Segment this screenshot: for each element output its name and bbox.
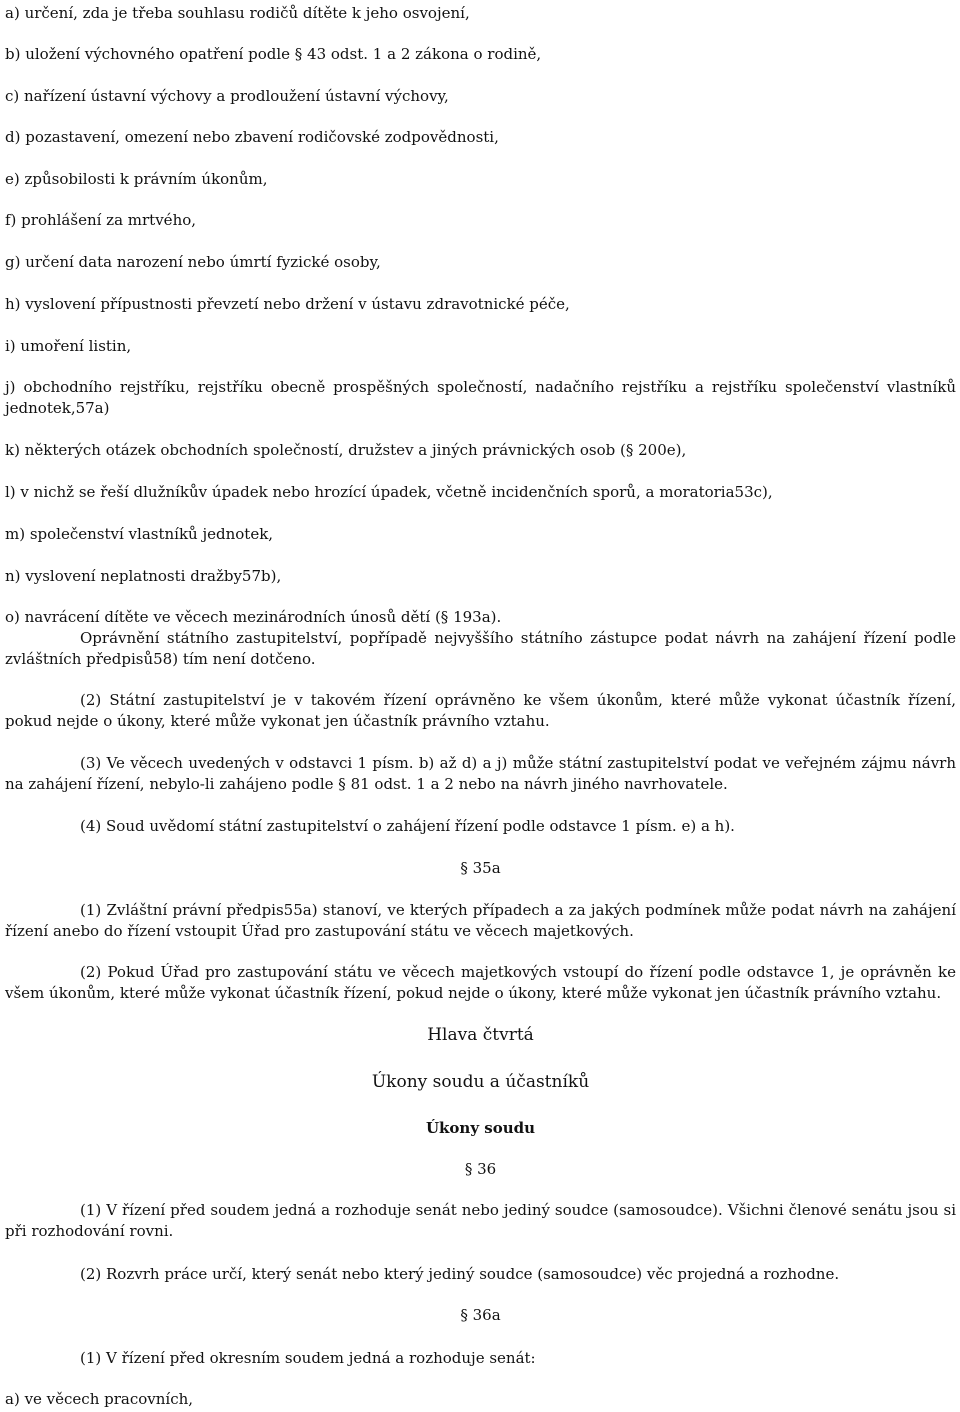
list-item: d) pozastavení, omezení nebo zbavení rodičovské zodpovědnosti, [5, 128, 499, 146]
list-item: o) navrácení dítěte ve věcech mezinárodních únosů dětí (§ 193a). [5, 608, 502, 626]
paragraph: (2) Rozvrh práce určí, který senát nebo který jediný soudce (samosoudce) věc projedná a rozhodne. [80, 1265, 840, 1283]
list-item: i) umoření listin, [5, 337, 132, 355]
section-heading: § 36a [460, 1306, 501, 1324]
list-item: g) určení data narození nebo úmrtí fyzické osoby, [5, 253, 381, 271]
list-item: f) prohlášení za mrtvého, [5, 211, 197, 229]
paragraph: (3) Ve věcech uvedených v odstavci 1 písm. b) až d) a j) může státní zastupitelství podat ve veřejném zájmu návrh na zahájení řízení, nebylo-li zahájeno podle § 81 odst. 1 a 2 nebo na návrh jiného navrhovatele. [5, 754, 956, 793]
paragraph: (1) V řízení před soudem jedná a rozhoduje senát nebo jediný soudce (samosoudce). Všichni členové senátu jsou si při rozhodování rovni. [5, 1201, 956, 1240]
paragraph: (2) Státní zastupitelství je v takovém řízení oprávněno ke všem úkonům, které může vykonat účastník řízení, pokud nejde o úkony, které může vykonat jen účastník právního vztahu. [5, 691, 956, 730]
paragraph: (1) Zvláštní právní předpis55a) stanoví, ve kterých případech a za jakých podmínek může podat návrh na zahájení řízení anebo do řízení vstoupit Úřad pro zastupování státu ve věcech majetkových. [5, 901, 956, 940]
list-item: e) způsobilosti k právním úkonům, [5, 170, 268, 188]
paragraph: (1) V řízení před okresním soudem jedná a rozhoduje senát: [80, 1349, 536, 1367]
list-item: l) v nichž se řeší dlužníkův úpadek nebo hrozící úpadek, včetně incidenčních sporů, a moratoria53c), [5, 483, 773, 501]
chapter-title: Úkony soudu a účastníků [371, 1072, 590, 1092]
list-item: c) nařízení ústavní výchovy a prodloužení ústavní výchovy, [5, 87, 449, 105]
paragraph: (4) Soud uvědomí státní zastupitelství o zahájení řízení podle odstavce 1 písm. e) a h). [80, 817, 735, 835]
list-item: j) obchodního rejstříku, rejstříku obecně prospěšných společností, nadačního rejstříku a rejstříku společenství vlastníků jednotek,57a) [5, 378, 956, 417]
list-item: h) vyslovení přípustnosti převzetí nebo držení v ústavu zdravotnické péče, [5, 295, 570, 313]
list-item: a) určení, zda je třeba souhlasu rodičů dítěte k jeho osvojení, [5, 4, 470, 22]
paragraph: Oprávnění státního zastupitelství, popřípadě nejvyššího státního zástupce podat návrh na zahájení řízení podle zvláštních předpisů58) tím není dotčeno. [5, 629, 956, 668]
list-item: m) společenství vlastníků jednotek, [5, 525, 274, 543]
list-item: k) některých otázek obchodních společností, družstev a jiných právnických osob (§ 200e), [5, 441, 687, 459]
section-heading: § 36 [464, 1160, 497, 1178]
chapter-heading: Hlava čtvrtá [427, 1025, 534, 1045]
list-item: b) uložení výchovného opatření podle § 43 odst. 1 a 2 zákona o rodině, [5, 45, 542, 63]
list-item: n) vyslovení neplatnosti dražby57b), [5, 567, 282, 585]
paragraph: (2) Pokud Úřad pro zastupování státu ve věcech majetkových vstoupí do řízení podle odstavce 1, je oprávněn ke všem úkonům, které může vykonat účastník řízení, pokud nejde o úkony, které může vykonat jen účastník právního vztahu. [5, 963, 956, 1002]
subtitle: Úkony soudu [425, 1119, 536, 1137]
section-heading: § 35a [460, 859, 501, 877]
list-item: a) ve věcech pracovních, [5, 1390, 194, 1408]
